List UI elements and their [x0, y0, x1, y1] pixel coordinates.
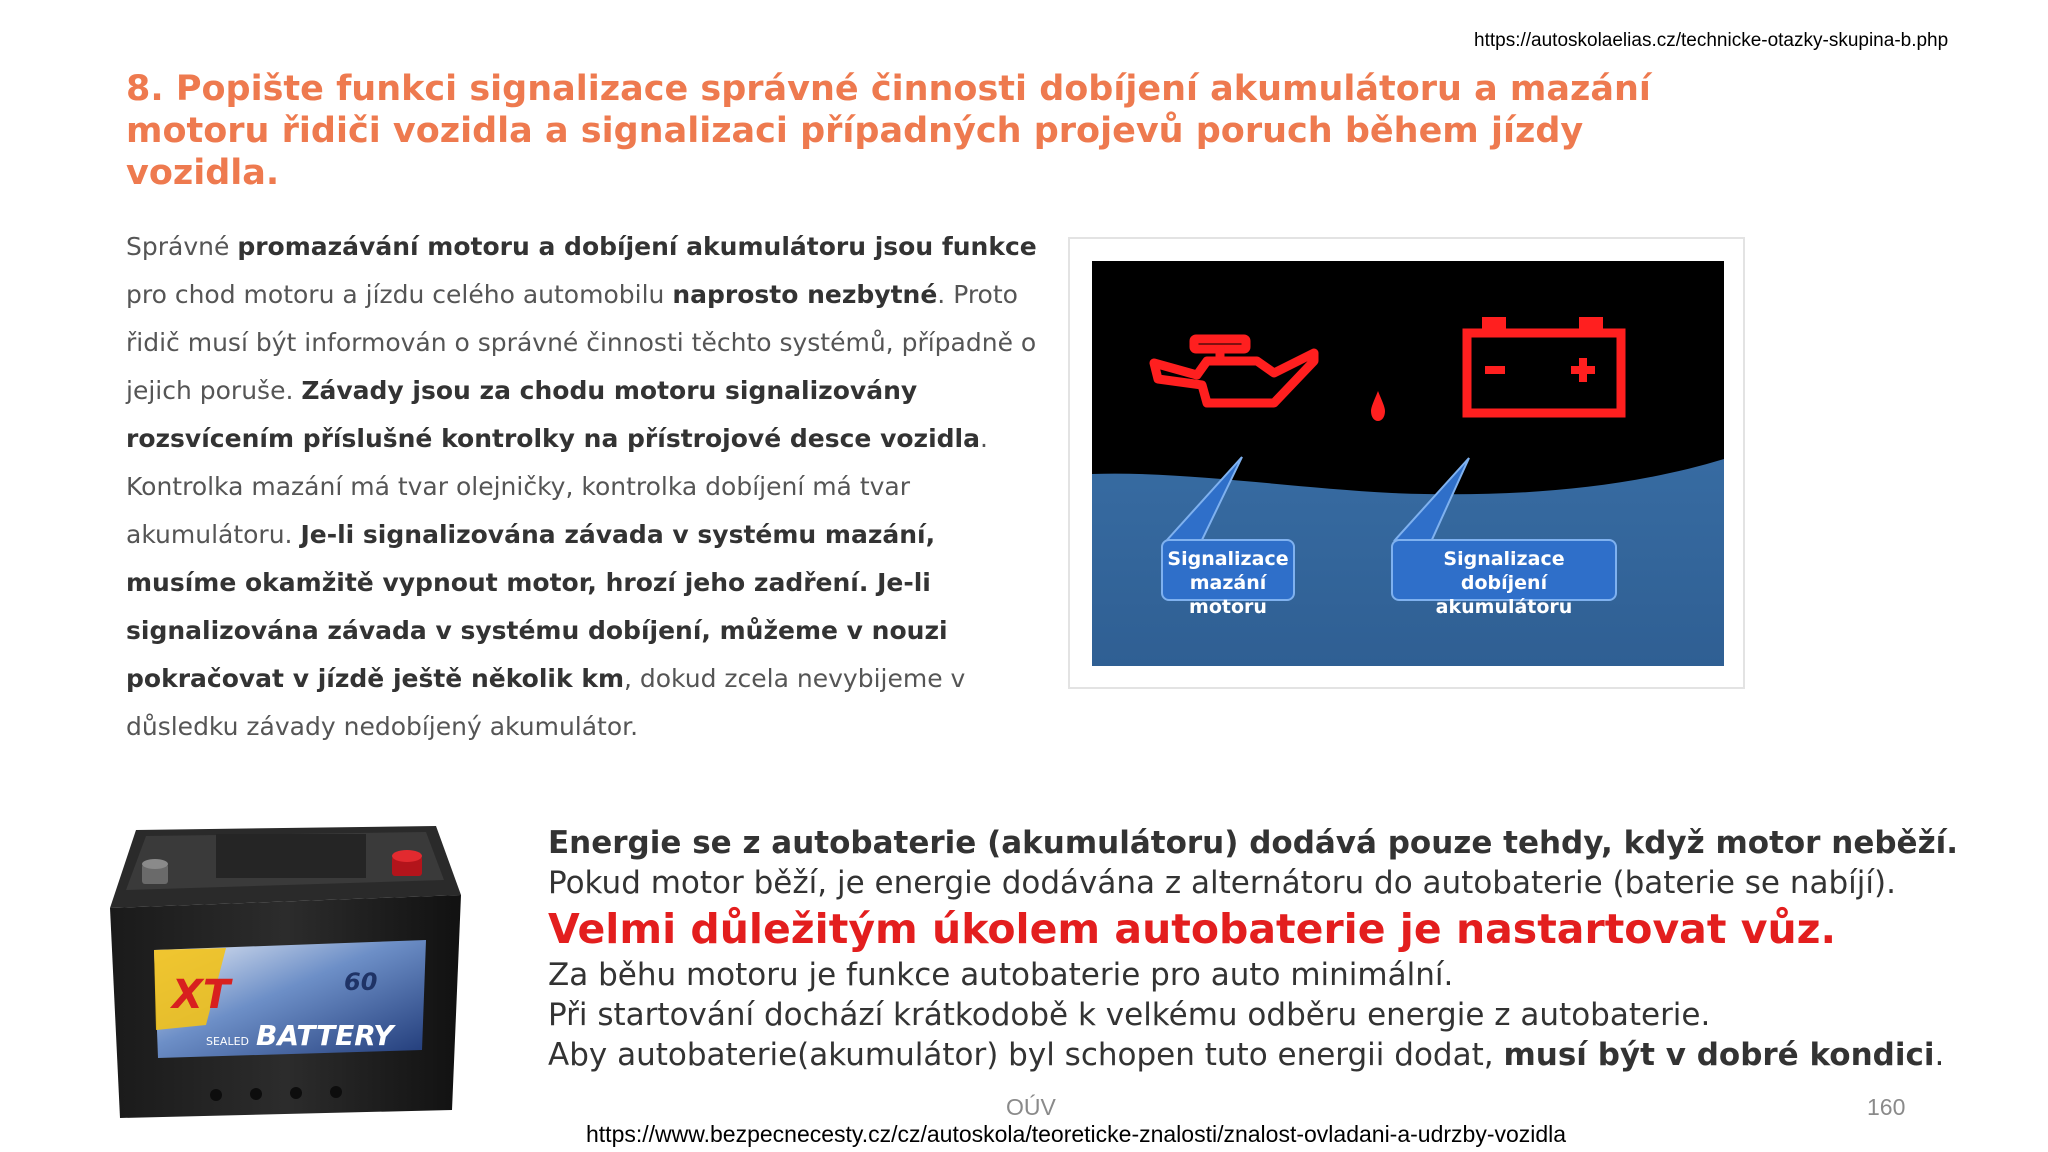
battery-brand-text: XT — [172, 972, 231, 1018]
question-heading: 8. Popište funkci signalizace správné činnosti dobíjení akumulátoru a mazání motoru řidiči vozidla a signalizaci případných projevů poruch během jízdy vozidla. — [126, 69, 1651, 193]
footer-label: OÚV — [1006, 1094, 1056, 1120]
battery-capacity-text: 60 — [344, 968, 378, 996]
paragraph-run: pro chod motoru a jízdu celého automobilu — [126, 280, 673, 309]
battery-line-6 — [548, 1035, 2028, 1075]
oil-callout-line2: mazání motoru — [1189, 572, 1267, 618]
paragraph-bold-run: Závady jsou za chodu motoru signalizovány rozsvícením příslušné kontrolky na přístrojové desce vozidla — [126, 376, 980, 453]
explanation-paragraph — [126, 223, 1051, 751]
battery-callout-line1: Signalizace — [1443, 548, 1565, 570]
battery-line-6-bold: musí být v dobré kondici — [1503, 1037, 1935, 1073]
oil-callout-line1: Signalizace — [1167, 548, 1289, 570]
battery-line-4: Za běhu motoru je funkce autobaterie pro auto minimální. — [548, 957, 1454, 993]
paragraph-run: , dokud zcela nevybijeme v důsledku závady nedobíjený akumulátor. — [126, 664, 966, 741]
paragraph-bold-run: naprosto nezbytné — [672, 280, 938, 309]
battery-explanation — [548, 823, 2028, 1075]
dashboard-warning-photo — [1068, 237, 1745, 689]
car-battery-photo — [106, 820, 468, 1120]
paragraph-bold-run: Je-li signalizována závada v systému mazání, musíme okamžitě vypnout motor, hrozí jeho zadření. Je-li signalizována závada v systému dobíjení, můžeme v nouzi pokračovat v jízdě ještě několik km — [126, 520, 948, 693]
battery-callout-line2: dobíjení akumulátoru — [1435, 572, 1573, 618]
battery-line-5: Při startování dochází krátkodobě k velkému odběru energie z autobaterie. — [548, 997, 1711, 1033]
battery-line-1: Energie se z autobaterie (akumulátoru) dodává pouze tehdy, když motor neběží. — [548, 825, 1959, 861]
battery-sealed-text: SEALED — [206, 1035, 250, 1048]
battery-line-6-start: Aby autobaterie(akumulátor) byl schopen tuto energii dodat, — [548, 1037, 1504, 1073]
source-url-bottom[interactable]: https://www.bezpecnecesty.cz/cz/autoskola/teoreticke-znalosti/znalost-ovladani-a-udrzby-vozidla — [586, 1121, 1567, 1147]
paragraph-run: . Kontrolka mazání má tvar olejničky, kontrolka dobíjení má tvar akumulátoru. — [126, 424, 988, 549]
page-number: 160 — [1867, 1094, 1906, 1120]
battery-line-3-emphasis: Velmi důležitým úkolem autobaterie je nastartovat vůz. — [548, 905, 1837, 953]
battery-line-2: Pokud motor běží, je energie dodávána z alternátoru do autobaterie (baterie se nabíjí). — [548, 865, 1896, 901]
battery-label-text: BATTERY — [256, 1019, 394, 1052]
paragraph-run: . Proto řidič musí být informován o správné činnosti těchto systémů, případně o jejich poruše. — [126, 280, 1037, 405]
battery-line-6-end: . — [1934, 1037, 1945, 1073]
paragraph-bold-run: promazávání motoru a dobíjení akumulátoru jsou funkce — [237, 232, 1037, 261]
paragraph-run: Správné — [126, 232, 238, 261]
source-url-top[interactable]: https://autoskolaelias.cz/technicke-otazky-skupina-b.php — [1474, 30, 1949, 51]
